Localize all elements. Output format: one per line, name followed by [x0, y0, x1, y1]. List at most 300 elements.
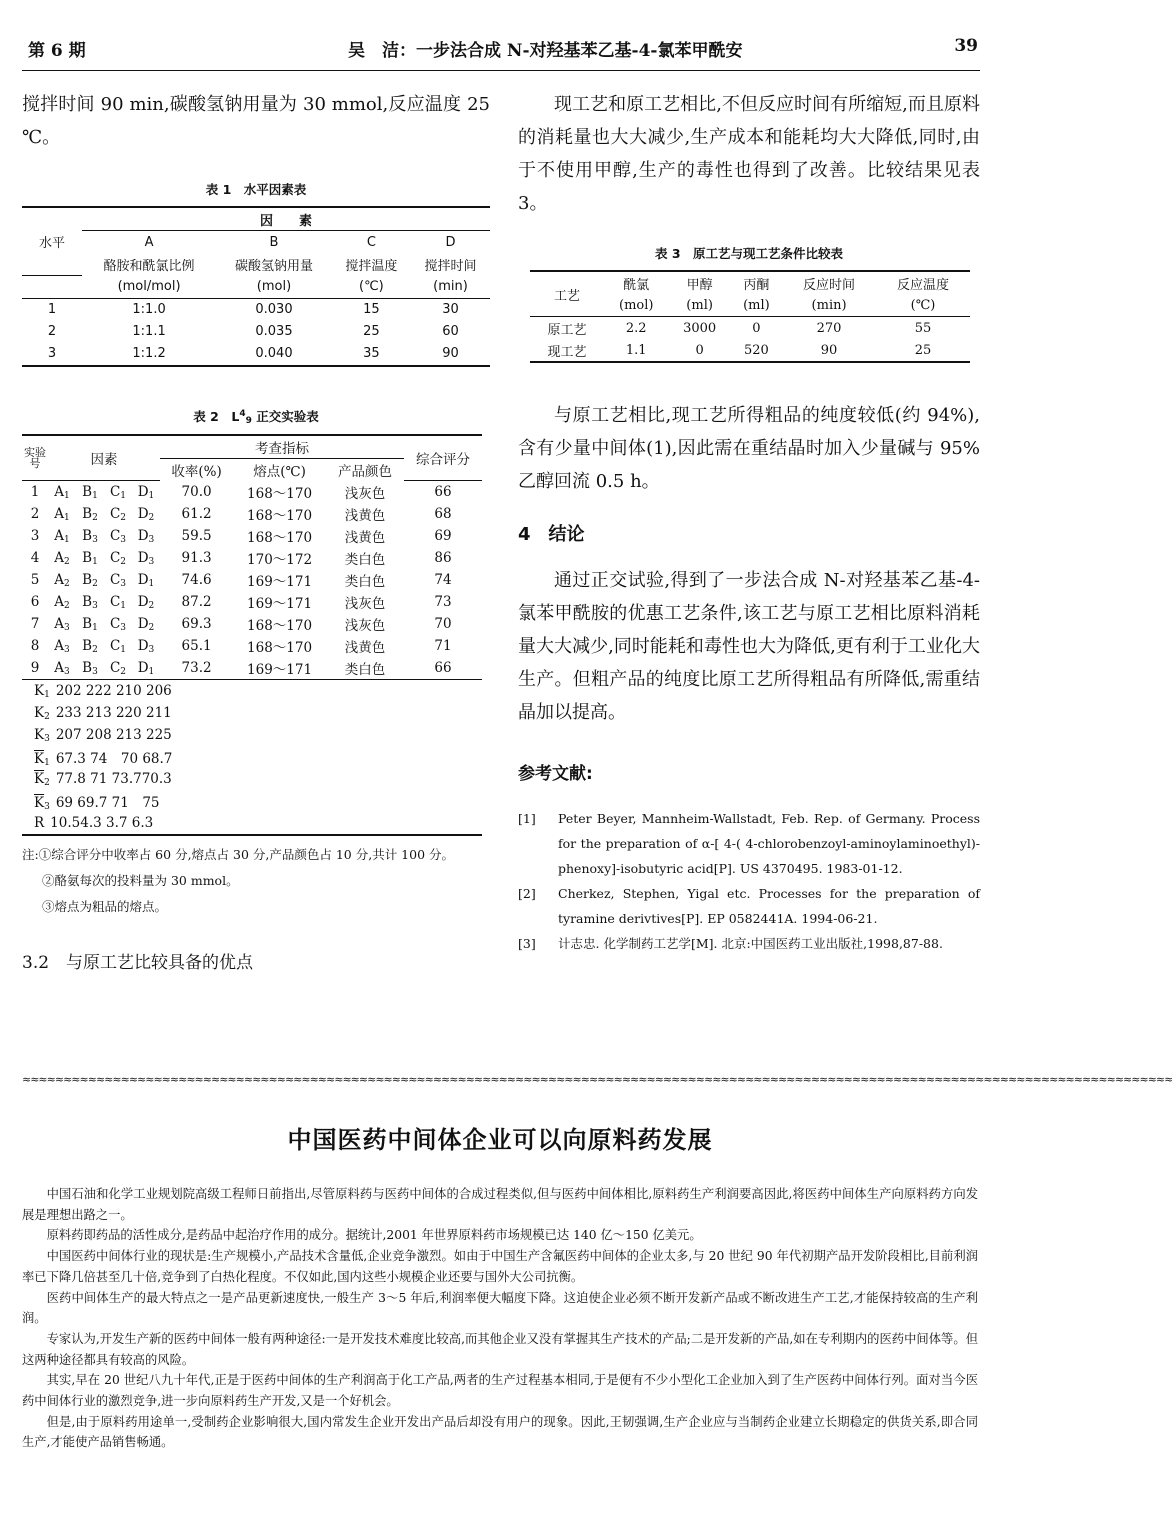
- table2-cell: 6: [30, 594, 40, 610]
- table2-body: [22, 481, 482, 680]
- table2-note: 注:①综合评分中收率占 60 分,熔点占 30 分,产品颜色占 10 分,共计 100 分。: [22, 847, 454, 862]
- table2-subheader: 熔点(℃): [253, 463, 306, 480]
- table2-note: ②酪氨每次的投料量为 30 mmol。: [42, 873, 239, 888]
- reference-text: Peter Beyer, Mannheim-Wallstadt, Feb. Rep. of Germany. Process for the preparation of α-[ 4-( 4-chlorobenzoyl-aminoylaminoethyl)-phenoxy]-isobutyric acid[P]. US 4370495. 1983-01-12.: [558, 811, 980, 876]
- table2-factor-cell: [132, 481, 160, 504]
- factor-letter: B: [82, 549, 93, 566]
- table2-k-cell: [22, 746, 482, 768]
- table-row: [22, 591, 482, 613]
- factor-level: 3: [64, 622, 70, 633]
- table2-cell: 类白色: [344, 552, 386, 568]
- table2-factor-cell: [48, 657, 76, 680]
- table2-k-row: [22, 680, 482, 703]
- table2-score-header: 综合评分: [404, 435, 482, 481]
- table2-factor-cell: [76, 503, 104, 525]
- table2-exp-no-header: 实验号: [22, 435, 48, 481]
- table1-cell: 90: [442, 346, 459, 361]
- factor-level: 2: [148, 600, 155, 611]
- left-column: [22, 88, 490, 973]
- factor-letter: B: [82, 527, 93, 544]
- table1-col-unit: (mol/mol): [117, 278, 181, 294]
- table2-factor-cell: [104, 503, 132, 525]
- news-paragraph: 原料药即药品的活性成分,是药品中起治疗作用的成分。据统计,2001 年世界原料药市场规模已达 140 亿～150 亿美元。: [46, 1228, 702, 1243]
- k-values: 77.8 71 73.770.3: [55, 770, 172, 787]
- table3-cell: 0: [752, 320, 761, 336]
- table2-factor-cell: [76, 613, 104, 635]
- factor-level: 2: [148, 622, 155, 633]
- reference-list: [518, 806, 980, 956]
- factor-level: 3: [92, 534, 98, 545]
- factor-letter: C: [109, 505, 121, 522]
- factor-level: 2: [148, 512, 155, 523]
- table2-cell: 浅灰色: [344, 485, 386, 502]
- reference-number: [1]: [518, 811, 536, 826]
- table2-k-cell: [22, 790, 482, 812]
- table2-k-row: [22, 724, 482, 746]
- table2-cell: 87.2: [181, 594, 212, 610]
- table2-cell: 66: [434, 660, 452, 676]
- reference-item: [518, 881, 980, 931]
- factor-letter: D: [137, 527, 149, 544]
- factor-level: 1: [120, 490, 127, 501]
- factor-level: 1: [64, 534, 70, 545]
- table-row: [22, 298, 490, 321]
- reference-number: [3]: [518, 936, 536, 951]
- table2-factor-cell: [104, 481, 132, 504]
- table3-col-unit: (min): [811, 297, 847, 313]
- factor-letter: A: [54, 505, 64, 522]
- table-row: [22, 613, 482, 635]
- factor-level: 2: [92, 644, 98, 655]
- table2-factor-cell: [48, 635, 76, 657]
- table2-subheader: 收率(%): [171, 463, 222, 480]
- table1-cell: 1: [47, 302, 57, 317]
- table2-cell: 类白色: [344, 662, 386, 678]
- factor-level: 1: [120, 600, 127, 611]
- k-label: R: [34, 814, 45, 831]
- factor-letter: D: [137, 659, 149, 676]
- factor-letter: A: [54, 483, 64, 500]
- table2-k-row: [22, 702, 482, 724]
- table2-factor-cell: [76, 591, 104, 613]
- table3-cell: 25: [914, 342, 932, 358]
- table2-factor-cell: [48, 547, 76, 569]
- table1-cell: 60: [442, 324, 459, 339]
- factor-letter: C: [109, 571, 121, 588]
- table2-factor-cell: [76, 657, 104, 680]
- table3-col-unit: (℃): [910, 297, 936, 313]
- factor-letter: A: [54, 637, 64, 654]
- right-column: [518, 88, 980, 956]
- section-3-2-heading: 3.2 与原工艺比较具备的优点: [22, 953, 254, 973]
- table2-factor-cell: [132, 657, 160, 680]
- table2-factor-cell: [48, 591, 76, 613]
- k-label-sub: 3: [44, 801, 50, 812]
- table1-cell: 3: [47, 346, 57, 361]
- table-row: [22, 343, 490, 366]
- k-label: $\overline{K}$: [34, 750, 45, 767]
- factor-letter: C: [109, 637, 121, 654]
- table2-factor-cell: [48, 503, 76, 525]
- table2-cell: 59.5: [181, 528, 212, 544]
- table2-cell: 浅黄色: [344, 640, 386, 656]
- k-label-sub: 3: [44, 733, 50, 744]
- k-label-sub: 1: [44, 689, 50, 700]
- table2-cell: 8: [30, 638, 40, 654]
- factor-level: 2: [92, 512, 98, 523]
- table2-cell: 浅灰色: [344, 618, 386, 634]
- table1-cell: 0.030: [255, 302, 293, 317]
- reference-item: [518, 931, 980, 956]
- k-label-sub: 2: [44, 777, 50, 788]
- table1-col-unit: (℃): [359, 278, 384, 294]
- table2-cell: 168～170: [247, 618, 313, 634]
- table2-k-row: [22, 812, 482, 835]
- table3-cell: 0: [695, 342, 704, 358]
- k-label-sub: 2: [44, 711, 50, 722]
- table2: [22, 434, 482, 837]
- table3-cell: 270: [816, 320, 842, 336]
- table2-cell: 74: [434, 572, 452, 588]
- table2-cell: 70: [434, 616, 452, 632]
- running-header: [28, 36, 978, 64]
- table2-cell: 61.2: [181, 506, 212, 522]
- factor-level: 2: [120, 556, 127, 567]
- table2-cell: 5: [30, 572, 40, 588]
- table1-factor-header: 因 素: [82, 207, 490, 231]
- table2-factor-cell: [132, 613, 160, 635]
- table1-cell: 35: [363, 346, 380, 361]
- table3-cell: 90: [820, 342, 838, 358]
- table1: [22, 206, 490, 367]
- table2-cell: 1: [30, 484, 40, 500]
- table-row: [22, 481, 482, 504]
- factor-letter: C: [109, 483, 121, 500]
- factor-letter: B: [82, 637, 93, 654]
- table2-k-row: [22, 790, 482, 812]
- table1-cell: 30: [442, 302, 459, 317]
- conclusion-paragraph: 通过正交试验,得到了一步法合成 N-对羟基苯乙基-4-氯苯甲酰胺的优惠工艺条件,该工艺与原工艺相比原料消耗量大大减少,同时能耗和毒性也大为降低,更有利于工业化大生产。但粗产品的纯度比原工艺所得粗品有所降低,需重结晶加以提高。: [518, 570, 980, 723]
- table1-col-letter: C: [366, 234, 376, 250]
- table3-col-name: 反应时间: [803, 277, 856, 293]
- table2-cell: 71: [434, 638, 452, 654]
- k-label: K: [34, 726, 45, 743]
- table3-cell: 520: [743, 342, 769, 358]
- table3: [530, 270, 970, 363]
- table2-factor-cell: [132, 591, 160, 613]
- factor-level: 1: [148, 490, 155, 501]
- k-values: 207 208 213 225: [55, 726, 172, 743]
- table2-factor-cell: [104, 635, 132, 657]
- table2-cell: 65.1: [181, 638, 212, 654]
- table1-level-header: 水平: [22, 207, 82, 275]
- factor-letter: A: [54, 527, 64, 544]
- table2-factor-cell: [104, 591, 132, 613]
- table2-cell: 73.2: [181, 660, 212, 676]
- table1-col-letter: A: [144, 234, 154, 250]
- factor-letter: A: [54, 615, 64, 632]
- factor-letter: D: [137, 615, 149, 632]
- table2-cell: 3: [30, 528, 40, 544]
- factor-level: 1: [92, 490, 98, 501]
- table2-cell: 168～170: [247, 640, 313, 656]
- factor-letter: C: [109, 593, 121, 610]
- factor-letter: A: [54, 549, 64, 566]
- factor-level: 3: [148, 644, 155, 655]
- news-paragraph: 其实,早在 20 世纪八九十年代,正是于医药中间体的生产利润高于化工产品,两者的生产过程基本相同,于是便有不少小型化工企业加入到了生产医药中间体行列。面对当今医药中间体行业的激烈竞争,进一步向原料药生产开发,又是一个好机会。: [22, 1373, 978, 1409]
- table-row: [530, 317, 970, 340]
- issue-number: 第 6 期: [28, 41, 86, 61]
- k-label-sub: 1: [44, 757, 50, 768]
- table3-col-name: 反应温度: [897, 277, 950, 293]
- factor-letter: D: [137, 483, 149, 500]
- factor-letter: D: [137, 505, 149, 522]
- factor-letter: D: [137, 571, 149, 588]
- news-paragraph: 但是,由于原料药用途单一,受制药企业影响很大,国内常发生企业开发出产品后却没有用户的现象。因此,王韧强调,生产企业应与当制药企业建立长期稳定的供货关系,即合同生产,才能使产品销售畅通。: [22, 1414, 978, 1450]
- table2-factor-cell: [132, 635, 160, 657]
- factor-level: 1: [148, 578, 155, 589]
- table2-factor-cell: [76, 569, 104, 591]
- factor-level: 3: [120, 622, 127, 633]
- comparison-paragraph: 现工艺和原工艺相比,不但反应时间有所缩短,而且原料的消耗量也大大减少,生产成本和能耗均大大降低,同时,由于不使用甲醇,生产的毒性也得到了改善。比较结果见表 3。: [518, 94, 980, 214]
- table2-cell: 169～171: [247, 596, 313, 612]
- news-paragraph: 医药中间体生产的最大特点之一是产品更新速度快,一般生产 3～5 年后,利润率便大幅度下降。这迫使企业必须不断开发新产品或不断改进生产工艺,才能保持较高的生产利润。: [22, 1290, 978, 1326]
- factor-level: 3: [64, 644, 70, 655]
- intro-text: 搅拌时间 90 min,碳酸氢钠用量为 30 mmol,反应温度 25 ℃。: [22, 94, 490, 148]
- k-label: $\overline{K}$: [34, 770, 45, 787]
- factor-level: 3: [120, 534, 127, 545]
- k-values: 10.54.3 3.7 6.3: [50, 814, 154, 831]
- table2-factor-cell: [104, 613, 132, 635]
- table3-cell: 原工艺: [547, 322, 587, 338]
- table2-k-row: [22, 746, 482, 768]
- table-row: [22, 657, 482, 680]
- table1-cell: 25: [363, 324, 380, 339]
- table1-col-unit: (mol): [256, 278, 292, 294]
- reference-text: 计志忠. 化学制药工艺学[M]. 北京:中国医药工业出版社,1998,87-88.: [558, 936, 943, 951]
- table2-factor-header: 因素: [48, 435, 160, 481]
- table-row: [22, 525, 482, 547]
- reference-number: [2]: [518, 886, 536, 901]
- table2-factor-cell: [132, 547, 160, 569]
- table2-caption-sub: 9: [245, 415, 252, 426]
- table2-factor-cell: [76, 547, 104, 569]
- reference-item: [518, 806, 980, 881]
- k-values: 202 222 210 206: [55, 682, 172, 699]
- table3-cell: 55: [914, 320, 932, 336]
- factor-level: 3: [64, 666, 70, 677]
- table-row: [22, 547, 482, 569]
- table1-cell: 15: [363, 302, 380, 317]
- table2-cell: 91.3: [181, 550, 212, 566]
- table3-col-name: 丙酮: [743, 277, 770, 293]
- table2-caption-prefix: 表 2 L: [193, 408, 240, 424]
- table2-cell: 7: [30, 616, 40, 632]
- factor-letter: C: [109, 527, 121, 544]
- table2-subheader: 产品颜色: [337, 463, 392, 480]
- table2-factor-cell: [104, 569, 132, 591]
- table3-cell: 1.1: [625, 342, 647, 358]
- table2-k-cell: [22, 812, 482, 835]
- factor-level: 1: [92, 556, 98, 567]
- factor-level: 1: [148, 666, 155, 677]
- news-paragraph: 中国石油和化学工业规划院高级工程师日前指出,尽管原料药与医药中间体的合成过程类似,但与医药中间体相比,原料药生产利润要高因此,将医药中间体生产向原料药方向发展是理想出路之一。: [22, 1187, 978, 1222]
- table2-cell: 70.0: [181, 483, 212, 500]
- factor-level: 3: [148, 556, 155, 567]
- table2-cell: 69: [434, 528, 452, 544]
- news-title: 中国医药中间体企业可以向原料药发展: [287, 1126, 713, 1154]
- table2-cell: 74.6: [181, 572, 212, 588]
- table2-cell: 9: [30, 660, 40, 676]
- references-heading: 参考文献:: [518, 764, 593, 784]
- factor-level: 3: [92, 600, 98, 611]
- table3-col-unit: (ml): [686, 297, 713, 313]
- k-values: 69 69.7 71 75: [55, 794, 160, 811]
- factor-letter: B: [82, 593, 93, 610]
- table1-col-letter: B: [269, 234, 279, 250]
- table1-col-letter: D: [445, 234, 456, 250]
- table1-cell: 1:1.1: [132, 324, 166, 339]
- table2-factor-cell: [48, 481, 76, 504]
- factor-level: 2: [120, 512, 127, 523]
- factor-letter: B: [82, 659, 93, 676]
- table2-cell: 66: [434, 484, 452, 500]
- factor-letter: C: [109, 659, 121, 676]
- table2-k-cell: [22, 680, 482, 703]
- table2-k-cell: [22, 768, 482, 790]
- table1-caption: 表 1 水平因素表: [205, 182, 307, 197]
- table2-k-rows: [22, 680, 482, 836]
- table3-caption: 表 3 原工艺与现工艺条件比较表: [654, 246, 844, 261]
- table3-col-name: 甲醇: [686, 277, 713, 293]
- table3-col-unit: (mol): [619, 297, 654, 313]
- table-row: [22, 569, 482, 591]
- table2-factor-cell: [76, 635, 104, 657]
- table2-cell: 86: [434, 550, 452, 566]
- table2-factor-cell: [48, 525, 76, 547]
- reference-text: Cherkez, Stephen, Yigal etc. Processes for the preparation of tyramine derivtives[P]. EP 0582441A. 1994-06-21.: [558, 886, 980, 926]
- table2-k-cell: [22, 702, 482, 724]
- table2-factor-cell: [104, 547, 132, 569]
- news-paragraph: 专家认为,开发生产新的医药中间体一般有两种途径:一是开发技术难度比较高,而其他企业又没有掌握其生产技术的产品;二是开发新的产品,如在专利期内的医药中间体等。但这两种途径都具有较高的风险。: [22, 1331, 978, 1367]
- factor-level: 1: [64, 512, 70, 523]
- table3-cell: 2.2: [625, 320, 647, 336]
- table2-indicator-header: 考查指标: [160, 435, 404, 459]
- table2-factor-cell: [76, 481, 104, 504]
- factor-level: 2: [64, 600, 70, 611]
- table-row: [22, 635, 482, 657]
- table2-cell: 170～172: [247, 552, 313, 568]
- table2-factor-cell: [76, 525, 104, 547]
- table2-factor-cell: [132, 569, 160, 591]
- table2-cell: 浅灰色: [344, 596, 386, 612]
- factor-letter: D: [137, 549, 149, 566]
- table2-k-cell: [22, 724, 482, 746]
- factor-level: 2: [64, 578, 70, 589]
- page-number: 39: [954, 36, 978, 56]
- table2-caption-suffix: 正交实验表: [251, 408, 319, 424]
- factor-level: 1: [92, 622, 98, 633]
- table2-cell: 169～171: [247, 662, 313, 678]
- table2-note: ③熔点为粗品的熔点。: [42, 899, 168, 914]
- table2-cell: 4: [30, 550, 40, 566]
- table2-caption-sup: 4: [239, 408, 246, 419]
- news-body: [22, 1184, 978, 1453]
- decorative-wave-divider: ≈≈≈≈≈≈≈≈≈≈≈≈≈≈≈≈≈≈≈≈≈≈≈≈≈≈≈≈≈≈≈≈≈≈≈≈≈≈≈≈≈≈≈≈≈≈≈≈≈≈≈≈≈≈≈≈≈≈≈≈≈≈≈≈≈≈≈≈≈≈≈≈≈≈≈≈≈≈≈≈≈≈≈≈≈≈≈≈≈≈≈≈≈≈≈≈≈≈≈≈≈≈≈≈≈≈≈≈≈≈≈≈≈≈≈≈≈≈≈≈≈≈≈≈≈≈≈≈≈≈≈≈≈≈≈≈≈≈≈≈: [22, 1073, 1172, 1086]
- table1-cell: 0.040: [255, 346, 293, 361]
- k-values: 233 213 220 211: [55, 704, 172, 721]
- purity-paragraph: 与原工艺相比,现工艺所得粗品的纯度较低(约 94%),含有少量中间体(1),因此需在重结晶时加入少量碱与 95% 乙醇回流 0.5 h。: [518, 405, 980, 492]
- factor-letter: A: [54, 593, 64, 610]
- table2-notes: [22, 842, 490, 920]
- table2-factor-cell: [104, 657, 132, 680]
- table1-cell: 0.035: [255, 324, 293, 339]
- k-label: $\overline{K}$: [34, 794, 45, 811]
- factor-letter: B: [82, 571, 93, 588]
- factor-level: 2: [64, 556, 70, 567]
- table2-k-row: [22, 768, 482, 790]
- factor-letter: A: [54, 659, 64, 676]
- news-paragraph: 中国医药中间体行业的现状是:生产规模小,产品技术含量低,企业竞争激烈。如由于中国生产含氟医药中间体的企业太多,与 20 世纪 90 年代初期产品开发阶段相比,目前利润率已下降几倍甚至几十倍,竞争到了白热化程度。不仅如此,国内这些小规模企业还要与国外大公司抗衡。: [22, 1249, 978, 1284]
- table2-cell: 69.3: [181, 616, 212, 632]
- table3-cell: 现工艺: [547, 344, 587, 360]
- table1-col-name: 搅拌时间: [424, 258, 477, 274]
- conclusion-heading: 4 结论: [518, 524, 585, 545]
- table1-col-name: 碳酸氢钠用量: [234, 258, 313, 274]
- table1-cell: 2: [47, 324, 57, 339]
- table1-col-name: 搅拌温度: [345, 258, 398, 274]
- table2-cell: 2: [30, 506, 40, 522]
- k-values: 67.3 74 70 68.7: [55, 750, 173, 767]
- k-label: K: [34, 682, 45, 699]
- table-row: [22, 503, 482, 525]
- table2-cell: 类白色: [344, 574, 386, 590]
- table1-cell: 1:1.2: [132, 346, 166, 361]
- table-row: [530, 339, 970, 362]
- table2-cell: 68: [434, 506, 452, 522]
- factor-level: 3: [92, 666, 98, 677]
- table2-caption: [22, 407, 490, 426]
- factor-level: 3: [148, 534, 155, 545]
- factor-level: 2: [92, 578, 98, 589]
- table-row: [22, 321, 490, 343]
- factor-letter: C: [109, 615, 121, 632]
- factor-letter: A: [54, 571, 64, 588]
- table3-cell: 3000: [683, 320, 717, 336]
- table1-cell: 1:1.0: [132, 302, 166, 317]
- table1-col-name: 酪胺和酰氯比例: [103, 258, 195, 274]
- header-rule: [22, 70, 980, 71]
- table2-factor-cell: [104, 525, 132, 547]
- table2-factor-cell: [132, 525, 160, 547]
- table2-factor-cell: [132, 503, 160, 525]
- table2-cell: 168～170: [247, 508, 313, 524]
- factor-level: 3: [120, 578, 127, 589]
- table3-process-header: 工艺: [530, 271, 604, 317]
- table2-factor-cell: [48, 613, 76, 635]
- factor-level: 1: [64, 490, 70, 501]
- k-label: K: [34, 704, 45, 721]
- factor-level: 2: [120, 666, 127, 677]
- factor-letter: D: [137, 593, 149, 610]
- factor-letter: D: [137, 637, 149, 654]
- table2-cell: 浅黄色: [344, 508, 386, 524]
- factor-level: 1: [120, 644, 127, 655]
- table3-col-unit: (ml): [743, 297, 770, 313]
- table2-factor-cell: [48, 569, 76, 591]
- table2-cell: 浅黄色: [344, 530, 386, 546]
- table2-cell: 169～171: [247, 574, 313, 590]
